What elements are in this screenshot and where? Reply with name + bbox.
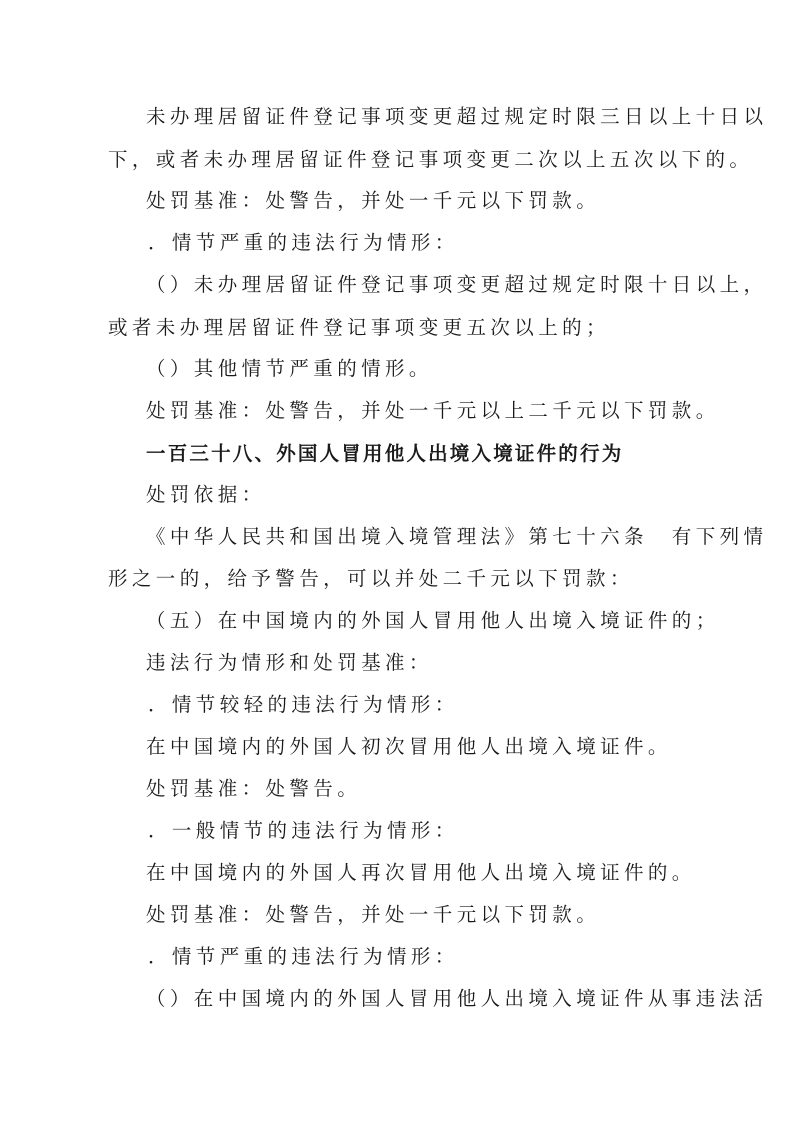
paragraph-line: 处罚基准：处警告，并处一千元以下罚款。: [146, 903, 601, 926]
paragraph-line: 形之一的，给予警告，可以并处二千元以下罚款：: [108, 567, 634, 590]
paragraph-line: 在中国境内的外国人初次冒用他人出境入境证件。: [146, 735, 672, 758]
paragraph-line: 处罚基准：处警告，并处一千元以上二千元以下罚款。: [146, 399, 720, 422]
paragraph-line: （）在中国境内的外国人冒用他人出境入境证件从事违法活: [146, 987, 768, 1010]
paragraph-line: 处罚基准：处警告，并处一千元以下罚款。: [146, 189, 601, 212]
paragraph-line: 违法行为情形和处罚基准：: [146, 651, 433, 674]
paragraph-line: ．情节严重的违法行为情形：: [148, 945, 459, 968]
paragraph-line: （）未办理居留证件登记事项变更超过规定时限十日以上，: [146, 273, 768, 296]
paragraph-line: ．一般情节的违法行为情形：: [148, 819, 459, 842]
paragraph-line: ．情节较轻的违法行为情形：: [148, 693, 459, 716]
paragraph-line: 下，或者未办理居留证件登记事项变更二次以上五次以下的。: [108, 148, 754, 171]
paragraph-line: 或者未办理居留证件登记事项变更五次以上的；: [108, 316, 610, 339]
paragraph-line: 处罚依据：: [146, 483, 266, 506]
paragraph-line: ．情节严重的违法行为情形：: [148, 231, 459, 254]
paragraph-line: 未办理居留证件登记事项变更超过规定时限三日以上十日以: [146, 105, 768, 128]
paragraph-line: （）其他情节严重的情形。: [146, 357, 433, 380]
paragraph-line: 《中华人民共和国出境入境管理法》第七十六条 有下列情: [146, 525, 768, 548]
section-heading: 一百三十八、外国人冒用他人出境入境证件的行为: [146, 442, 624, 465]
paragraph-line: 处罚基准：处警告。: [146, 777, 362, 800]
paragraph-line: （五）在中国境内的外国人冒用他人出境入境证件的；: [146, 609, 720, 632]
paragraph-line: 在中国境内的外国人再次冒用他人出境入境证件的。: [146, 861, 696, 884]
